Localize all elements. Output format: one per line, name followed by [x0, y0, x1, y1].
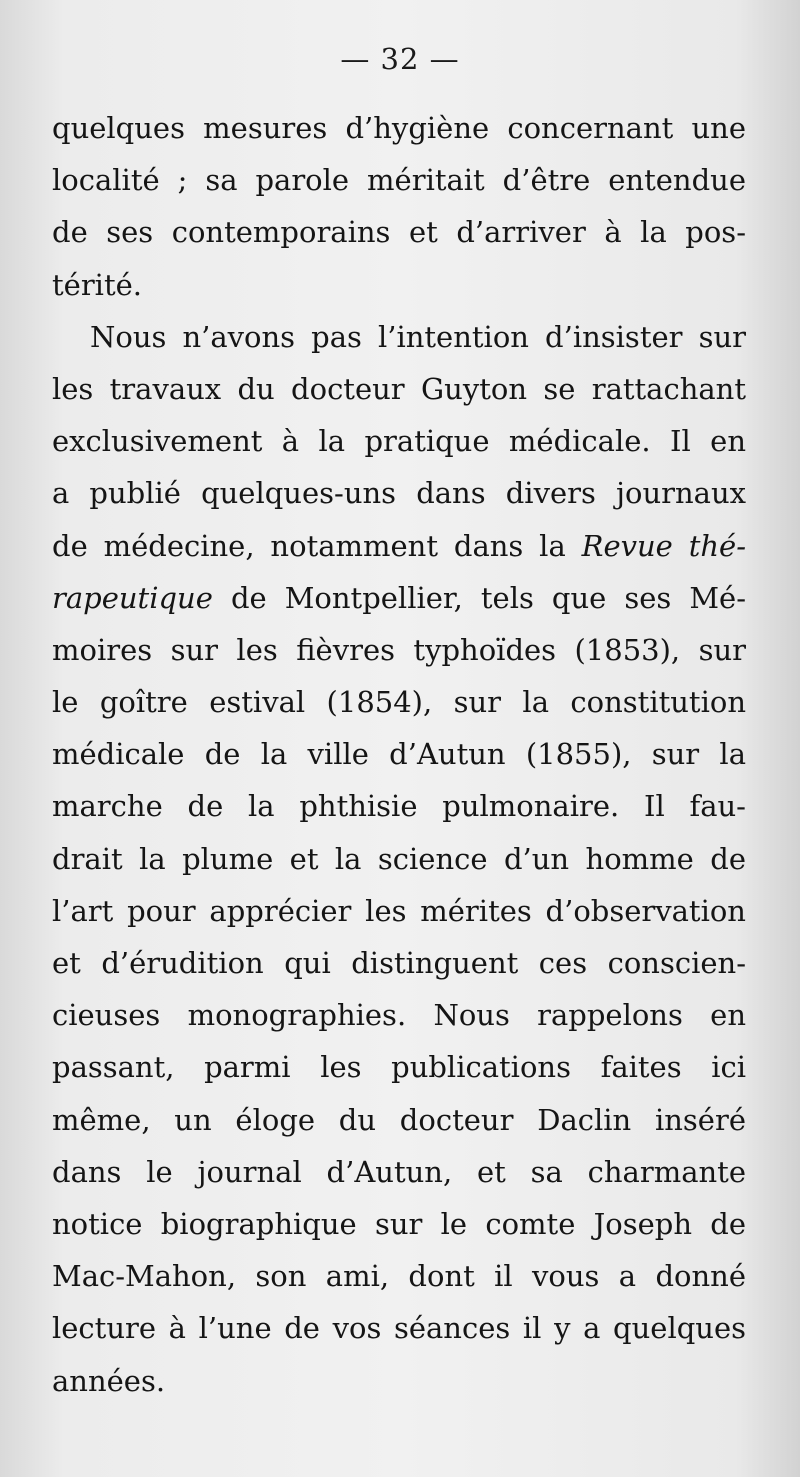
line-text: térité.: [52, 267, 142, 302]
text-line: [52, 624, 746, 676]
line-text: exclusivement à la pratique médicale. Il en: [52, 424, 746, 459]
line-text: passant, parmi les publications faites ici: [52, 1050, 746, 1085]
line-text: et d’érudition qui distinguent ces conscien-: [52, 946, 746, 980]
text-line: [52, 1355, 746, 1407]
line-text: le goître estival (1854), sur la constitution: [52, 685, 746, 720]
page-number: — 32 —: [340, 42, 460, 76]
text-line: [52, 520, 746, 572]
text-line: [52, 885, 746, 937]
text-line: [52, 363, 746, 415]
italic-title-text: Revue thé-: [581, 528, 746, 563]
text-line: [52, 467, 746, 519]
text-line: [52, 415, 746, 467]
text-line: [52, 1041, 746, 1093]
line-text: lecture à l’une de vos séances il y a quelques: [52, 1311, 746, 1346]
line-text: l’art pour apprécier les mérites d’observation: [52, 893, 746, 928]
line-text: années.: [52, 1363, 166, 1398]
text-line: [52, 780, 746, 832]
line-text: médicale de la ville d’Autun (1855), sur la: [52, 737, 746, 772]
line-text: Nous n’avons pas l’intention d’insister sur: [90, 319, 746, 354]
text-line: [52, 937, 746, 989]
text-line: [52, 102, 746, 154]
line-text: de Montpellier, tels que ses Mé-: [212, 580, 746, 615]
line-text: de médecine, notamment dans la: [52, 528, 582, 563]
line-text: a publié quelques-uns dans divers journaux: [52, 476, 746, 511]
line-text: localité ; sa parole méritait d’être entendue: [52, 163, 746, 198]
text-line: [52, 989, 746, 1041]
text-line: [52, 154, 746, 206]
text-line: [52, 728, 746, 780]
line-text: cieuses monographies. Nous rappelons en: [52, 998, 746, 1033]
italic-title-text: rapeutique: [52, 580, 213, 615]
line-text: même, un éloge du docteur Daclin inséré: [52, 1102, 746, 1137]
line-text: de ses contemporains et d’arriver à la pos-: [52, 215, 746, 250]
body-text: [52, 102, 746, 1407]
line-text: notice biographique sur le comte Joseph de: [52, 1206, 746, 1241]
text-line: [52, 1198, 746, 1250]
text-line: [52, 676, 746, 728]
text-line: [52, 1302, 746, 1354]
text-line: [52, 833, 746, 885]
text-line: [52, 259, 746, 311]
text-line: [52, 311, 746, 363]
line-text: Mac-Mahon, son ami, dont il vous a donné: [52, 1259, 746, 1294]
line-text: moires sur les fièvres typhoïdes (1853), sur: [52, 632, 746, 667]
text-line: [52, 1094, 746, 1146]
line-text: les travaux du docteur Guyton se rattachant: [52, 371, 746, 406]
text-line: [52, 1250, 746, 1302]
text-line: [52, 572, 746, 624]
line-text: quelques mesures d’hygiène concernant une: [52, 111, 746, 145]
line-text: drait la plume et la science d’un homme de: [52, 841, 746, 876]
text-line: [52, 1146, 746, 1198]
line-text: dans le journal d’Autun, et sa charmante: [52, 1154, 746, 1189]
text-line: [52, 206, 746, 258]
line-text: marche de la phthisie pulmonaire. Il fau-: [52, 789, 746, 824]
